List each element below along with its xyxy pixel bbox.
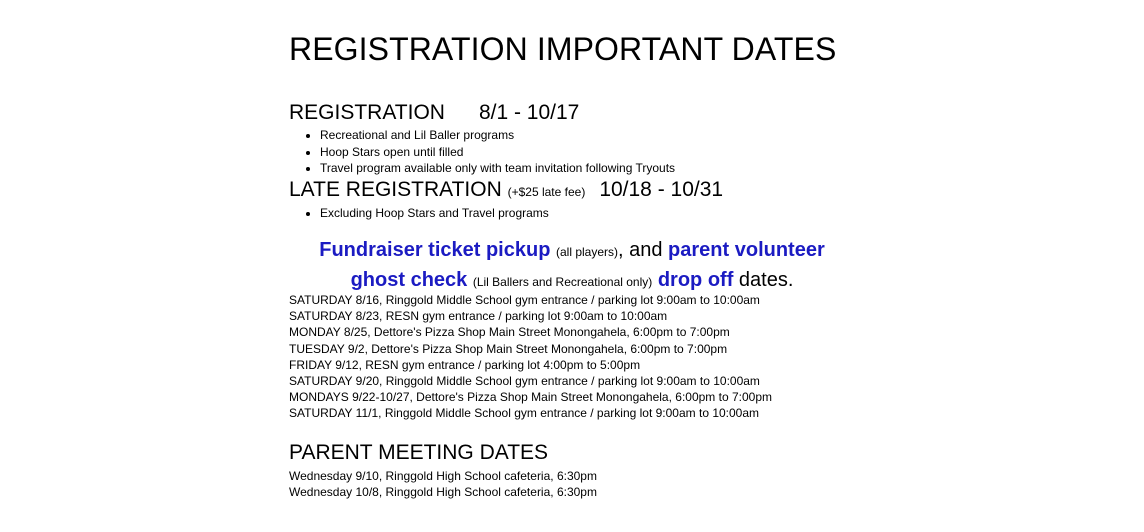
dates-text: dates.: [738, 269, 794, 291]
parent-meeting-heading: PARENT MEETING DATES: [289, 441, 549, 464]
fundraiser-ticket-pickup-text: Fundraiser ticket pickup: [319, 239, 551, 261]
schedule-row: MONDAYS 9/22-10/27, Dettore's Pizza Shop Main Street Monongahela, 6:00pm to 7:00pm: [289, 390, 772, 405]
registration-label: REGISTRATION: [289, 101, 445, 124]
fundraiser-and-text: , and: [618, 239, 663, 261]
registration-dates: 8/1 - 10/17: [478, 101, 580, 124]
schedule-row: TUESDAY 9/2, Dettore's Pizza Shop Main Street Monongahela, 6:00pm to 7:00pm: [289, 341, 728, 356]
meeting-row: Wednesday 9/10, Ringgold High School cafeteria, 6:30pm: [289, 469, 597, 483]
schedule-row: SATURDAY 9/20, Ringgold Middle School gym entrance / parking lot 9:00am to 10:00am: [289, 374, 760, 389]
late-registration-heading: [289, 178, 723, 204]
list-item: • Hoop Stars open until filled: [320, 144, 675, 161]
schedule-row: SATURDAY 11/1, Ringgold Middle School gym entrance / parking lot 9:00am to 10:00am: [289, 406, 760, 421]
page-title: REGISTRATION IMPORTANT DATES: [289, 31, 837, 67]
list-item: • Travel program available only with team invitation following Tryouts: [320, 160, 675, 177]
schedule-row: SATURDAY 8/16, Ringgold Middle School gym entrance / parking lot 9:00am to 10:00am: [289, 293, 760, 307]
late-registration-label: LATE REGISTRATION: [289, 178, 502, 201]
late-fee-note: (+$25 late fee): [507, 185, 586, 199]
meeting-row: Wednesday 10/8, Ringgold High School cafeteria, 6:30pm: [289, 485, 597, 500]
fundraiser-all-players-note: (all players): [555, 245, 618, 259]
fundraiser-announcement: [0, 236, 1144, 296]
schedule-row: FRIDAY 9/12, RESN gym entrance / parking lot 4:00pm to 5:00pm: [289, 357, 641, 372]
schedule-row: MONDAY 8/25, Dettore's Pizza Shop Main Street Monongahela, 6:00pm to 7:00pm: [289, 325, 730, 340]
registration-heading: [289, 101, 579, 125]
parent-volunteer-text: parent volunteer: [668, 239, 825, 261]
pickup-schedule: [289, 292, 772, 422]
late-registration-dates: 10/18 - 10/31: [599, 178, 724, 201]
drop-off-text: drop off: [657, 269, 734, 291]
registration-bullet-list: [305, 127, 675, 177]
schedule-row: SATURDAY 8/23, RESN gym entrance / parking lot 9:00am to 10:00am: [289, 309, 668, 324]
ghost-check-note: (Lil Ballers and Recreational only): [472, 275, 653, 289]
late-registration-bullet-list: [305, 205, 549, 222]
list-item: • Recreational and Lil Baller programs: [320, 127, 675, 144]
ghost-check-text: ghost check: [350, 269, 468, 291]
list-item: • Excluding Hoop Stars and Travel programs: [320, 205, 549, 222]
parent-meeting-list: [289, 468, 597, 500]
